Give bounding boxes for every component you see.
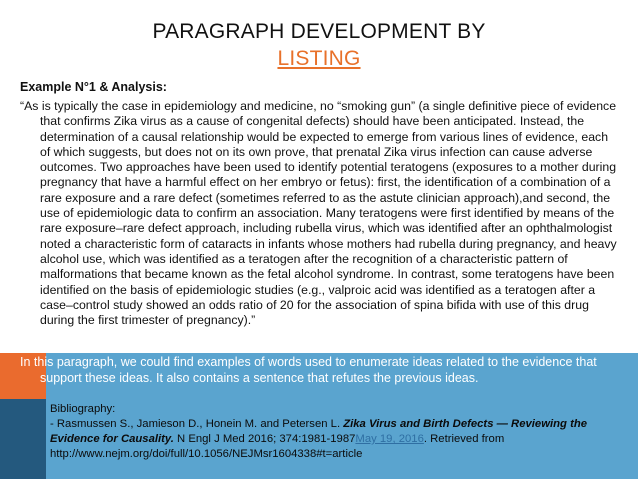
- bibliography: [50, 402, 620, 462]
- bibliography-authors: - Rasmussen S., Jamieson D., Honein M. and Petersen L.: [50, 418, 344, 430]
- analysis-text: In this paragraph, we could find examples of words used to enumerate ideas related to the evidence that support these ideas. It also contains a sentence that refutes the previous ideas.: [20, 355, 597, 385]
- slide-title: [0, 18, 638, 72]
- bibliography-article-title: Zika Virus and Birth Defects — Reviewing the Evidence for Causality.: [50, 418, 588, 445]
- bibliography-date-link[interactable]: May 19, 2016: [355, 433, 424, 445]
- example-heading: Example N°1 & Analysis:: [20, 80, 167, 94]
- bibliography-heading: Bibliography:: [50, 403, 116, 415]
- bibliography-entry: [50, 417, 620, 462]
- footer-accent-navy: [0, 399, 46, 479]
- bibliography-citation: N Engl J Med 2016; 374:1981-1987: [173, 433, 356, 445]
- slide-title-line2: LISTING: [277, 47, 361, 70]
- bibliography-retrieved: . Retrieved from http://www.nejm.org/doi/full/10.1056/NEJMsr1604338#t=article: [50, 433, 505, 460]
- slide-title-line1: PARAGRAPH DEVELOPMENT BY: [152, 20, 486, 43]
- quote-paragraph: “As is typically the case in epidemiology and medicine, no “smoking gun” (a single definitive piece of evidence that confirms Zika virus as a cause of congenital defects) should have been anticipated. Instead, the determination of a causal relationship would be expected to emerge from various lines of evidence, each of which suggests, but does not on its own prove, that prenatal Zika virus infection can cause adverse outcomes. Two approaches have been used to identify potential teratogens (exposures to a mother during pregnancy that have a harmful effect on her embryo or fetus): first, the identification of a combination of a rare exposure and a rare defect (sometimes referred to as the astute clinician approach),and second, the use of epidemiologic data to confirm an association. Many teratogens were first identified by means of the rare exposure–rare defect approach, including rubella virus, which was identified after an ophthalmologist noted a characteristic form of cataracts in infants whose mothers had rubella during pregnancy, and heavy alcohol use, which was identified as a teratogen after the recognition of a characteristic pattern of malformations that became known as the fetal alcohol syndrome. In contrast, some teratogens have been identified on the basis of epidemiologic studies (e.g., valproic acid was identified as a teratogen after a case–control study showed an odds ratio of 20 for the association of spina bifida with use of this drug during the first trimester of pregnancy).”: [20, 99, 617, 328]
